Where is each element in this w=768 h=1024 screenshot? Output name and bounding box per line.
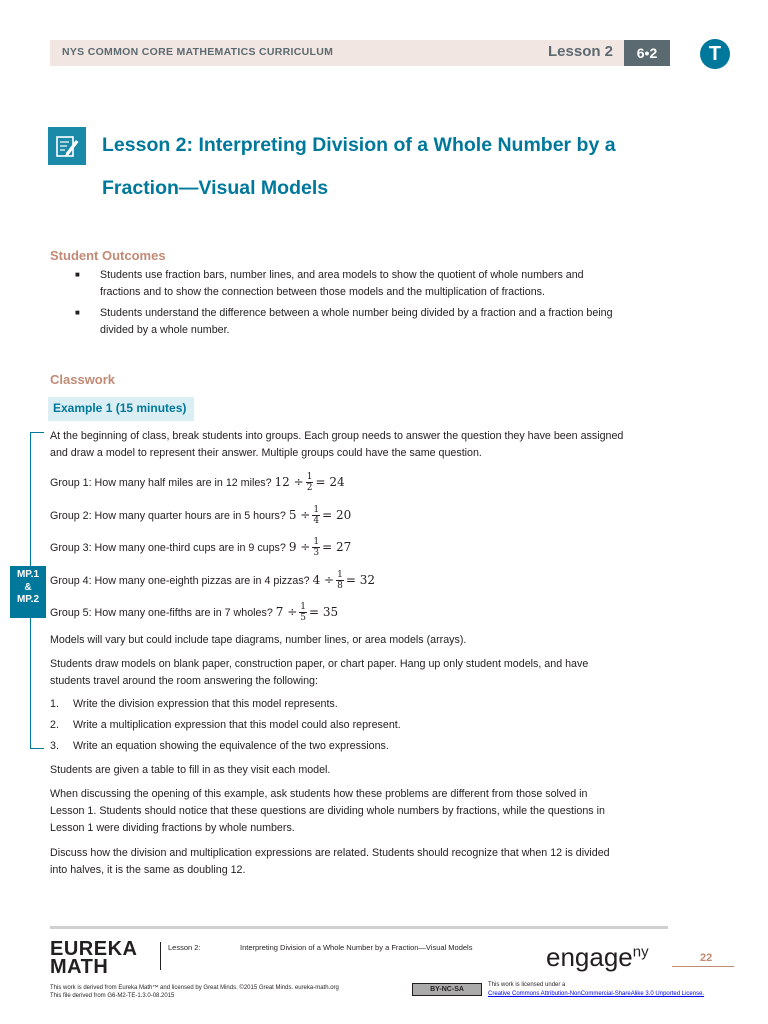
group-equation-2: 5 ÷ $\frac{1}{4}$ = 20 [288,505,352,526]
group-equation-4: 4 ÷ $\frac{1}{8}$ = 32 [312,570,375,591]
bullet-marker: ■ [75,308,80,317]
curriculum-title: NYS COMMON CORE MATHEMATICS CURRICULUM [62,46,334,58]
license-link[interactable]: Creative Commons Attribution-NonCommercial-ShareAlike 3.0 Unported License. [488,991,705,997]
intro-paragraph: At the beginning of class, break students into groups. Each group needs to answer the question they have been assigned and draw a model to represent their answer. Multiple groups could have the same question. [50,430,624,459]
step-2: 2. Write a multiplication expression that this model could also represent. [50,719,401,731]
group-question-4: Group 4: How many one-eighth pizzas are in 4 pizzas? 4 ÷ $\frac{1}{8}$ = 32 [50,570,375,591]
group-question-5: Group 5: How many one-fifths are in 7 wholes? 7 ÷ $\frac{1}{5}$ = 35 [50,602,339,623]
group-equation-3: 9 ÷ $\frac{1}{3}$ = 27 [288,537,352,558]
student-outcomes-heading: Student Outcomes [50,248,166,263]
header-lesson: Lesson 2 [548,43,614,60]
group-equation-1: 12 ÷ $\frac{1}{2}$ = 24 [274,472,345,493]
discussion-paragraph-2: Discuss how the division and multiplication expressions are related. Students should recognize that when 12 is divided into halves, it is the same as doubling 12. [50,847,610,876]
footer-rule [50,926,668,929]
footer-lesson-label: Lesson 2: [168,943,201,952]
discussion-paragraph-1: When discussing the opening of this example, ask students how these problems are different from those solved in Lesson 1. Students should notice that these questions are dividing whole numbers by fractions, while the questions in Lesson 1 were dividing fractions by whole numbers. [50,788,605,834]
grade-module-badge: 6•2 [624,40,670,66]
outcome-bullet-1: Students use fraction bars, number lines, and area models to show the quotient of whole numbers and fractions and to show the connection between those models and the multiplication of fractions. [100,269,584,298]
mp-standards-badge: MP.1 & MP.2 [10,566,46,618]
step-3: 3. Write an equation showing the equivalence of the two expressions. [50,740,389,752]
draw-instructions: Students draw models on blank paper, construction paper, or chart paper. Hang up only student models, and have students travel around the room answering the following: [50,658,589,687]
lesson-title-line2: Fraction—Visual Models [102,177,329,199]
group-question-2: Group 2: How many quarter hours are in 5 hours? 5 ÷ $\frac{1}{4}$ = 20 [50,505,352,526]
classwork-heading: Classwork [50,372,116,387]
group-question-3: Group 3: How many one-third cups are in 9 cups? 9 ÷ $\frac{1}{3}$ = 27 [50,537,352,558]
footer-divider [160,942,161,970]
lesson-title-line1: Lesson 2: Interpreting Division of a Whole Number by a [102,134,616,156]
footer-lesson-title: Interpreting Division of a Whole Number by a Fraction—Visual Models [240,943,473,952]
bullet-marker: ■ [75,270,80,279]
teacher-badge: T [700,39,730,69]
page-number: 22 [700,952,713,964]
page-number-rule [672,966,734,967]
notepad-pencil-icon [48,127,86,165]
group-equation-5: 7 ÷ $\frac{1}{5}$ = 35 [275,602,339,623]
step-1: 1. Write the division expression that this model represents. [50,698,338,710]
eureka-math-logo: EUREKA MATH [50,938,138,978]
creative-commons-badge: BY-NC-SA [412,983,482,996]
credit-text: This work is derived from Eureka Math™ and licensed by Great Minds. ©2015 Great Minds. eureka-math.org This file derived from G6-M2-TE-1.3.0-08.2015 [50,985,339,999]
mp-bracket-bottom [30,748,44,749]
license-text: This work is licensed under a Creative Commons Attribution-NonCommercial-ShareAlike 3.0 Unported License. [488,982,705,997]
example-label: Example 1 (15 minutes) [53,401,187,415]
models-note: Models will vary but could include tape diagrams, number lines, or area models (arrays). [50,634,467,646]
outcome-bullet-2: Students understand the difference between a whole number being divided by a fraction and a fraction being divided by a whole number. [100,307,613,336]
engage-ny-logo: engage$^{ny}$ [546,942,649,972]
group-question-1: Group 1: How many half miles are in 12 miles? 12 ÷ $\frac{1}{2}$ = 24 [50,472,345,493]
table-note: Students are given a table to fill in as they visit each model. [50,764,331,776]
mp-bracket-top [30,432,44,433]
